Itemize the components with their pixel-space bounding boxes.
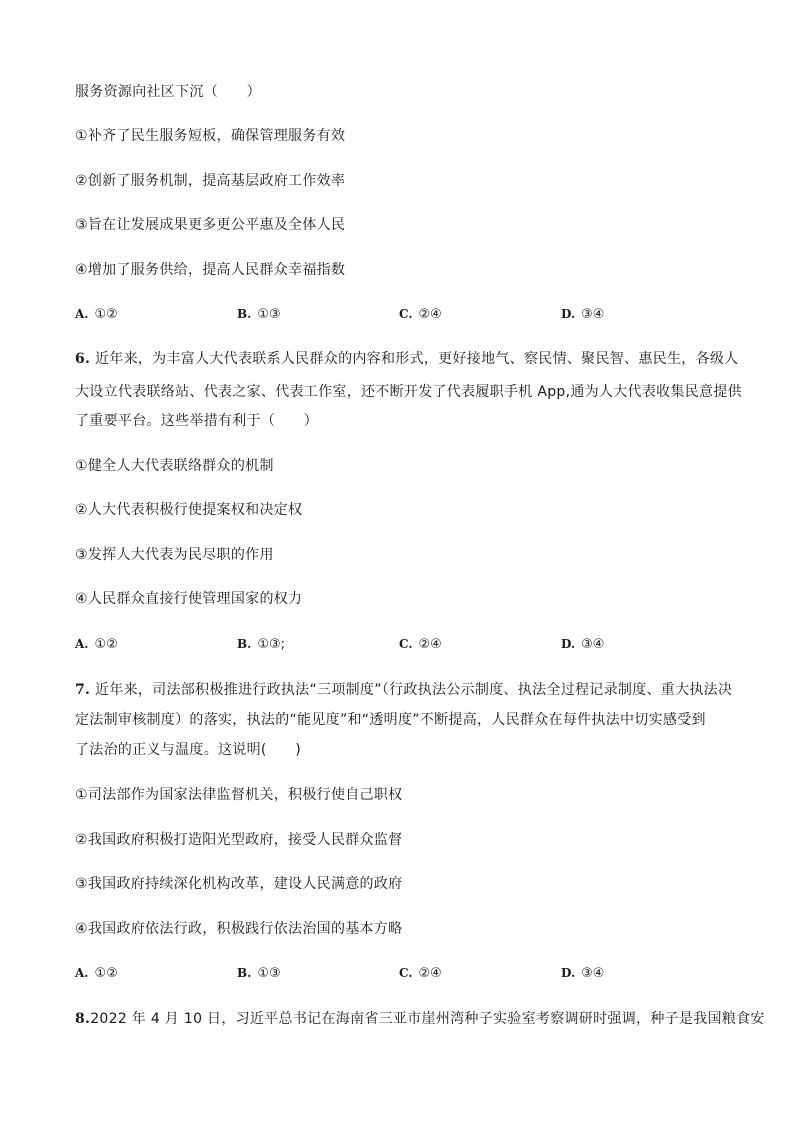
q5-option-d[interactable] [561,305,604,324]
q7-stem-line-2: 定法制审核制度）的落实，执法的“能见度”和“透明度”不断提高，人民群众在每件执法中切实感受到 [75,712,706,728]
option-text: ③④ [581,637,605,652]
q7-stem-line-3: 了法治的正义与温度。这说明( ) [75,742,302,758]
q6-stem-line-1 [75,350,738,368]
q7-option-b[interactable] [237,964,281,983]
option-letter: C. [399,307,413,321]
q5-option-a[interactable] [75,305,118,324]
q6-statement-1: ①健全人大代表联络群众的机制 [75,458,274,474]
option-letter: A. [75,307,89,321]
option-letter: B. [237,966,252,980]
q7-stem-line-1 [75,681,732,699]
q6-option-b[interactable] [237,635,285,654]
option-text: ②④ [418,966,442,981]
option-letter: B. [237,307,252,321]
q8-stem-text-1: 2022 年 4 月 10 日，习近平总书记在海南省三亚市崖州湾种子实验室考察调研时强调，种子是我国粮食安 [90,1011,765,1027]
q6-statement-3: ③发挥人大代表为民尽职的作用 [75,547,274,563]
q7-statement-4: ④我国政府依法行政，积极践行依法治国的基本方略 [75,921,403,937]
option-letter: B. [237,637,252,651]
q8-stem-line-1 [75,1010,765,1028]
option-text: ①② [94,966,118,981]
option-text: ②④ [418,307,442,322]
q7-option-a[interactable] [75,964,118,983]
option-text: ①③; [257,637,286,652]
option-letter: A. [75,637,89,651]
q5-statement-4: ④增加了服务供给，提高人民群众幸福指数 [75,262,346,278]
option-text: ①② [94,307,118,322]
q6-statement-2: ②人大代表积极行使提案权和决定权 [75,502,303,518]
q6-stem-line-2: 大设立代表联络站、代表之家、代表工作室，还不断开发了代表履职手机 App,通为人大代表收集民意提供 [75,384,742,400]
q5-stem-tail: 服务资源向社区下沉（ ） [75,84,261,100]
option-letter: D. [561,966,576,980]
option-letter: D. [561,637,576,651]
q7-statement-3: ③我国政府持续深化机构改革，建设人民满意的政府 [75,876,403,892]
q7-statement-1: ①司法部作为国家法律监督机关，积极行使自己职权 [75,787,403,803]
option-letter: C. [399,966,413,980]
q7-option-c[interactable] [399,964,442,983]
q6-option-a[interactable] [75,635,118,654]
q6-statement-4: ④人民群众直接行使管理国家的权力 [75,591,303,607]
q5-option-b[interactable] [237,305,281,324]
option-text: ②④ [418,637,442,652]
q6-stem-line-3: 了重要平台。这些举措有利于（ ） [75,413,319,429]
q6-option-d[interactable] [561,635,604,654]
q7-number: 7. [75,682,91,698]
option-text: ③④ [581,307,605,322]
option-text: ①③ [257,307,281,322]
q7-stem-text-1: 近年来，司法部积极推进行政执法“三项制度”（行政执法公示制度、执法全过程记录制度、重大执法决 [94,682,733,698]
q5-option-c[interactable] [399,305,442,324]
q5-statement-3: ③旨在让发展成果更多更公平惠及全体人民 [75,217,346,233]
q6-number: 6. [75,351,91,367]
q5-statement-1: ①补齐了民生服务短板，确保管理服务有效 [75,128,346,144]
q6-option-c[interactable] [399,635,442,654]
option-letter: D. [561,307,576,321]
option-text: ①② [94,637,118,652]
q5-statement-2: ②创新了服务机制，提高基层政府工作效率 [75,173,346,189]
q7-option-d[interactable] [561,964,604,983]
q8-number: 8. [75,1011,91,1027]
option-letter: C. [399,637,413,651]
option-text: ①③ [257,966,281,981]
option-letter: A. [75,966,89,980]
q6-stem-text-1: 近年来，为丰富人大代表联系人民群众的内容和形式，更好接地气、察民情、聚民智、惠民生，各级人 [94,351,739,367]
option-text: ③④ [581,966,605,981]
q7-statement-2: ②我国政府积极打造阳光型政府，接受人民群众监督 [75,832,403,848]
